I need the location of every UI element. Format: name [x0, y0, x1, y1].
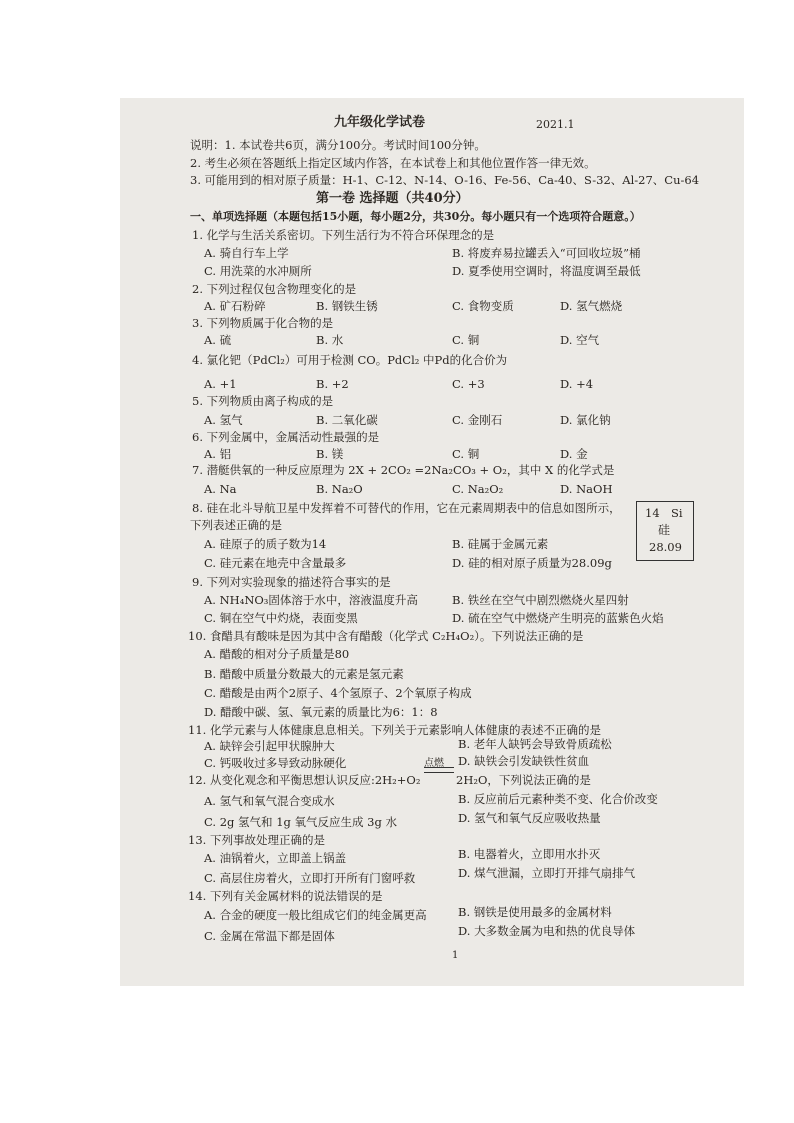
paper-date: 2021.1 [536, 118, 575, 131]
option: C. 醋酸是由两个2原子、4个氢原子、2个氧原子构成 [204, 686, 472, 700]
option: D. 夏季使用空调时，将温度调至最低 [452, 264, 641, 278]
option: A. 矿石粉碎 [204, 299, 266, 313]
question-stem: 1. 化学与生活关系密切。下列生活行为不符合环保理念的是 [192, 228, 495, 242]
instruction-line: 说明：1. 本试卷共6页，满分100分。考试时间100分钟。 [190, 138, 486, 152]
option: D. 氢气燃烧 [560, 299, 623, 313]
option: A. Na [204, 482, 237, 496]
option: D. 氢气和氧气反应吸收热量 [458, 811, 601, 825]
option: B. +2 [316, 377, 349, 391]
question-stem: 12. 从变化观念和平衡思想认识反应:2H₂+O₂ [188, 773, 421, 787]
option: D. 醋酸中碳、氢、氧元素的质量比为6：1：8 [204, 705, 438, 719]
option: B. 二氧化碳 [316, 413, 378, 427]
option: A. 铝 [204, 447, 232, 461]
question-stem: 8. 硅在北斗导航卫星中发挥着不可替代的作用，它在元素周期表中的信息如图所示， [192, 501, 621, 515]
option: B. 醋酸中质量分数最大的元素是氢元素 [204, 667, 404, 681]
option: D. 大多数金属为电和热的优良导体 [458, 924, 636, 938]
element-name: 硅 [658, 523, 671, 537]
question-stem: 14. 下列有关金属材料的说法错误的是 [188, 889, 383, 903]
option: A. 骑自行车上学 [204, 246, 289, 260]
option: B. 钢铁生锈 [316, 299, 378, 313]
option: C. 高层住房着火，立即打开所有门窗呼救 [204, 871, 416, 885]
option: B. 铁丝在空气中剧烈燃烧火星四射 [452, 593, 629, 607]
option: D. 空气 [560, 333, 600, 347]
atomic-mass: 28.09 [649, 540, 682, 554]
option: D. NaOH [560, 482, 613, 496]
option: A. 醋酸的相对分子质量是80 [204, 647, 350, 661]
section-heading: 一、单项选择题（本题包括15小题，每小题2分，共30分。每小题只有一个选项符合题意。） [190, 210, 641, 223]
option: B. 电器着火，立即用水扑灭 [458, 847, 601, 861]
question-stem: 3. 下列物质属于化合物的是 [192, 316, 334, 330]
reaction-condition: 点燃 [424, 758, 444, 769]
question-stem: 13. 下列事故处理正确的是 [188, 833, 325, 847]
option: C. 铜 [452, 447, 480, 461]
part-title: 第一卷 选择题（共40分） [316, 191, 469, 206]
option: A. 缺锌会引起甲状腺肿大 [204, 739, 335, 753]
option: B. 水 [316, 333, 344, 347]
option: C. 金刚石 [452, 413, 503, 427]
option: C. 铜在空气中灼烧，表面变黑 [204, 611, 358, 625]
option: C. 用洗菜的水冲厕所 [204, 264, 312, 278]
option: D. 缺铁会引发缺铁性贫血 [458, 754, 590, 768]
question-stem: 10. 食醋具有酸味是因为其中含有醋酸（化学式 C₂H₄O₂）。下列说法正确的是 [188, 629, 584, 643]
question-stem: 5. 下列物质由离子构成的是 [192, 394, 334, 408]
option: A. +1 [204, 377, 237, 391]
option: A. 氢气和氧气混合变成水 [204, 794, 335, 808]
option: A. 油锅着火，立即盖上锅盖 [204, 851, 347, 865]
option: B. 钢铁是使用最多的金属材料 [458, 905, 612, 919]
option: B. 反应前后元素种类不变、化合价改变 [458, 792, 658, 806]
option: C. Na₂O₂ [452, 482, 504, 496]
page-number: 1 [452, 950, 459, 961]
question-stem: 11. 化学元素与人体健康息息相关。下列关于元素影响人体健康的表述不正确的是 [188, 723, 601, 737]
instruction-line: 2. 考生必须在答题纸上指定区域内作答，在本试卷上和其他位置作答一律无效。 [190, 156, 596, 170]
option: C. 钙吸收过多导致动脉硬化 [204, 756, 347, 770]
option: B. 将废弃易拉罐丢入“可回收垃圾”桶 [452, 246, 641, 260]
option: B. 硅属于金属元素 [452, 537, 549, 551]
question-stem: 4. 氯化钯（PdCl₂）可用于检测 CO。PdCl₂ 中Pd的化合价为 [192, 353, 508, 367]
option: C. 铜 [452, 333, 480, 347]
option: C. +3 [452, 377, 485, 391]
question-stem: 2. 下列过程仅包含物理变化的是 [192, 282, 357, 296]
question-stem: 6. 下列金属中，金属活动性最强的是 [192, 430, 380, 444]
option: C. 金属在常温下都是固体 [204, 929, 335, 943]
option: A. 氢气 [204, 413, 243, 427]
option: C. 食物变质 [452, 299, 514, 313]
option: D. 煤气泄漏，立即打开排气扇排气 [458, 866, 636, 880]
option: A. NH₄NO₃固体溶于水中，溶液温度升高 [204, 593, 418, 607]
periodic-element-card [636, 501, 694, 561]
option: A. 合金的硬度一般比组成它们的纯金属更高 [204, 908, 427, 922]
element-symbol: Si [671, 506, 683, 520]
option: D. 硫在空气中燃烧产生明亮的蓝紫色火焰 [452, 611, 664, 625]
instruction-line: 3. 可能用到的相对原子质量：H-1、C-12、N-14、O-16、Fe-56、Ca-40、S-32、Al-27、Cu-64 [190, 173, 700, 187]
option: D. +4 [560, 377, 594, 391]
option: A. 硅原子的质子数为14 [204, 537, 327, 551]
question-stem: 下列表述正确的是 [190, 518, 282, 532]
option: B. 镁 [316, 447, 344, 461]
question-stem: 9. 下列对实验现象的描述符合事实的是 [192, 575, 391, 589]
option: B. 老年人缺钙会导致骨质疏松 [458, 737, 612, 751]
question-stem: 7. 潜艇供氧的一种反应原理为 2X + 2CO₂ =2Na₂CO₃ + O₂，其中 X 的化学式是 [192, 463, 615, 477]
option: C. 2g 氢气和 1g 氧气反应生成 3g 水 [204, 815, 398, 829]
option: A. 硫 [204, 333, 232, 347]
reaction-equals-sign [424, 767, 454, 773]
atomic-number: 14 [645, 506, 660, 520]
option: D. 氯化钠 [560, 413, 611, 427]
question-stem-tail: 2H₂O，下列说法正确的是 [456, 773, 591, 787]
option: B. Na₂O [316, 482, 363, 496]
option: C. 硅元素在地壳中含量最多 [204, 556, 347, 570]
option: D. 金 [560, 447, 588, 461]
option: D. 硅的相对原子质量为28.09g [452, 556, 612, 570]
paper-title: 九年级化学试卷 [334, 115, 426, 130]
